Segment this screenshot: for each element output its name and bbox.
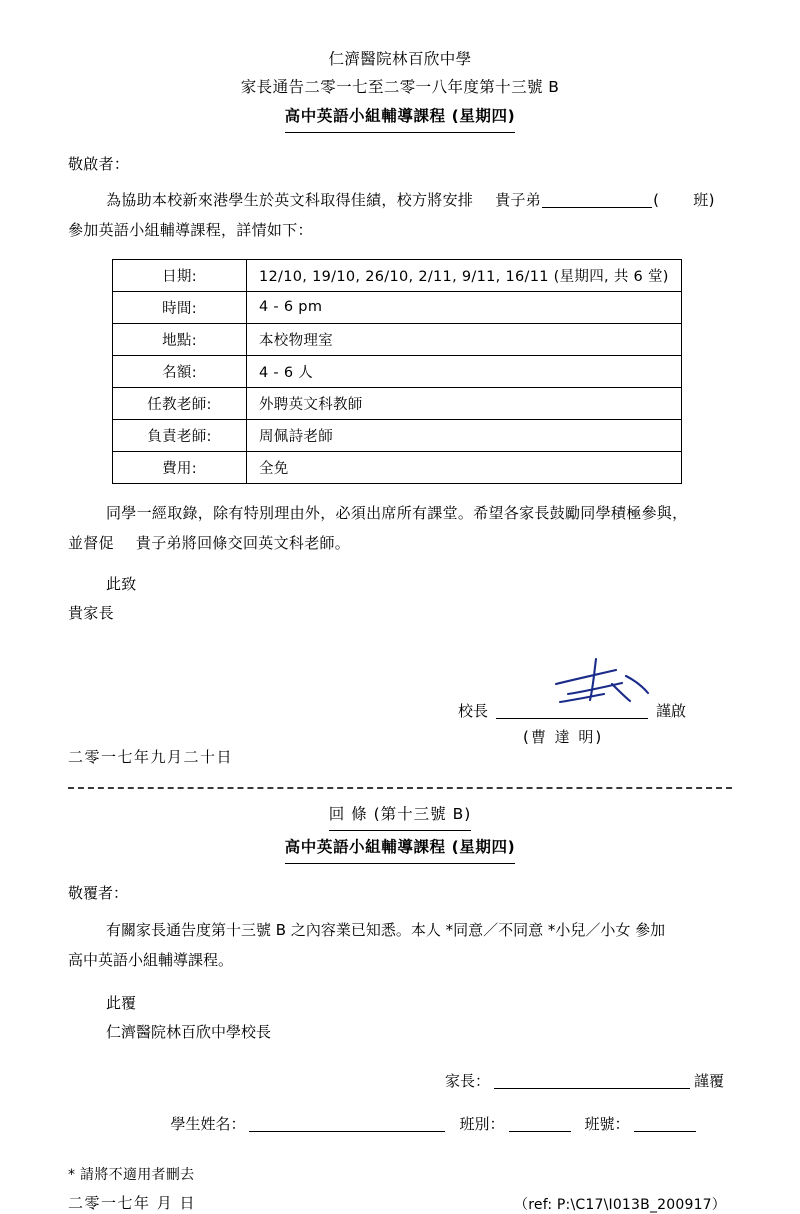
row-label: 負責老師: — [113, 419, 247, 451]
document-header — [68, 46, 732, 133]
table-row — [113, 291, 682, 323]
row-label: 地點: — [113, 323, 247, 355]
letter-paragraph-2 — [68, 498, 732, 558]
reply-closing — [68, 989, 732, 1048]
notice-title: 高中英語小組輔導課程 (星期四) — [285, 103, 516, 133]
table-row — [113, 451, 682, 483]
parent-signature-field[interactable] — [494, 1088, 690, 1089]
paragraph1-text-d: 班) — [693, 190, 715, 209]
reply-fields — [68, 1070, 732, 1134]
reply-body-line2: 高中英語小組輔導課程。 — [68, 951, 234, 970]
closing-line2: 貴家長 — [68, 603, 114, 622]
document-footer — [68, 1164, 732, 1214]
reply-salutation: 敬覆者： — [68, 884, 129, 903]
reply-body-line1: 有關家長通告度第十三號 B 之內容業已知悉。本人 *同意／不同意 *小兒／小女 參加 — [106, 921, 666, 940]
document-content — [68, 46, 732, 1214]
class-field[interactable] — [509, 1131, 571, 1132]
paragraph1-text-e: 參加英語小組輔導課程，詳情如下： — [68, 220, 313, 239]
class-no-field[interactable] — [634, 1131, 696, 1132]
child-name-blank — [542, 207, 652, 208]
letter-date: 二零一七年九月二十日 — [68, 748, 234, 767]
table-row — [113, 419, 682, 451]
class-no-label: 班號： — [584, 1114, 630, 1133]
row-label: 費用: — [113, 451, 247, 483]
row-value: 12/10, 19/10, 26/10, 2/11, 9/11, 16/11 (星期四, 共 6 堂) — [247, 259, 682, 291]
reply-slip-title: 高中英語小組輔導課程 (星期四) — [285, 834, 516, 864]
principal-name: (曹 達 明) — [523, 728, 604, 747]
paragraph1-text-a: 為協助本校新來港學生於英文科取得佳績，校方將安排 — [106, 190, 474, 209]
reply-closing-line2: 仁濟醫院林百欣中學校長 — [106, 1023, 272, 1042]
parent-field-suffix: 謹覆 — [693, 1071, 724, 1090]
table-row — [113, 355, 682, 387]
paragraph1-text-c: ( — [653, 190, 660, 209]
notice-number: 家長通告二零一七至二零一八年度第十三號 B — [240, 77, 560, 96]
course-details-table-wrap — [112, 259, 682, 484]
table-row — [113, 323, 682, 355]
row-label: 名額: — [113, 355, 247, 387]
signature-suffix: 謹啟 — [656, 702, 687, 721]
paragraph2-line2-a: 並督促 — [68, 533, 114, 552]
row-value: 4 - 6 人 — [247, 355, 682, 387]
letter-salutation: 敬啟者： — [68, 154, 130, 173]
course-details-table — [112, 259, 682, 484]
row-value: 周佩詩老師 — [247, 419, 682, 451]
signature-block — [68, 648, 732, 747]
student-info-row — [68, 1113, 732, 1134]
letter-closing — [68, 570, 732, 629]
reply-slip-header — [68, 801, 732, 864]
signature-line — [496, 718, 648, 719]
class-label: 班別： — [459, 1114, 505, 1133]
closing-line1: 此致 — [106, 574, 137, 593]
footnote: * 請將不適用者刪去 — [68, 1166, 195, 1183]
row-value: 外聘英文科教師 — [247, 387, 682, 419]
table-row — [113, 387, 682, 419]
signature-label: 校長 — [458, 702, 489, 721]
row-value: 4 - 6 pm — [247, 291, 682, 323]
table-row — [113, 259, 682, 291]
row-value: 本校物理室 — [247, 323, 682, 355]
letter-paragraph-1 — [68, 185, 732, 245]
signature-row — [458, 700, 686, 721]
cut-line-divider — [68, 787, 732, 789]
reply-slip-number: 回 條 (第十三號 B) — [329, 801, 472, 831]
parent-field-label: 家長： — [444, 1071, 490, 1090]
row-label: 任教老師: — [113, 387, 247, 419]
reply-date-line: 二零一七年 月 日 — [68, 1193, 197, 1212]
student-name-field[interactable] — [249, 1131, 445, 1132]
row-label: 時間: — [113, 291, 247, 323]
paragraph1-text-b: 貴子弟 — [495, 190, 542, 209]
document-reference: （ref: P:\C17\I013B_200917） — [514, 1196, 726, 1213]
parent-signature-row — [68, 1070, 732, 1091]
paragraph2-line1: 同學一經取錄，除有特別理由外，必須出席所有課堂。希望各家長鼓勵同學積極參與， — [106, 503, 688, 522]
reply-body — [68, 915, 732, 975]
row-label: 日期: — [113, 259, 247, 291]
student-name-label: 學生姓名： — [170, 1114, 246, 1133]
paragraph2-line2-b: 貴子弟將回條交回英文科老師。 — [135, 533, 351, 552]
reply-closing-line1: 此覆 — [106, 994, 137, 1013]
row-value: 全免 — [247, 451, 682, 483]
school-name: 仁濟醫院林百欣中學 — [328, 50, 472, 68]
